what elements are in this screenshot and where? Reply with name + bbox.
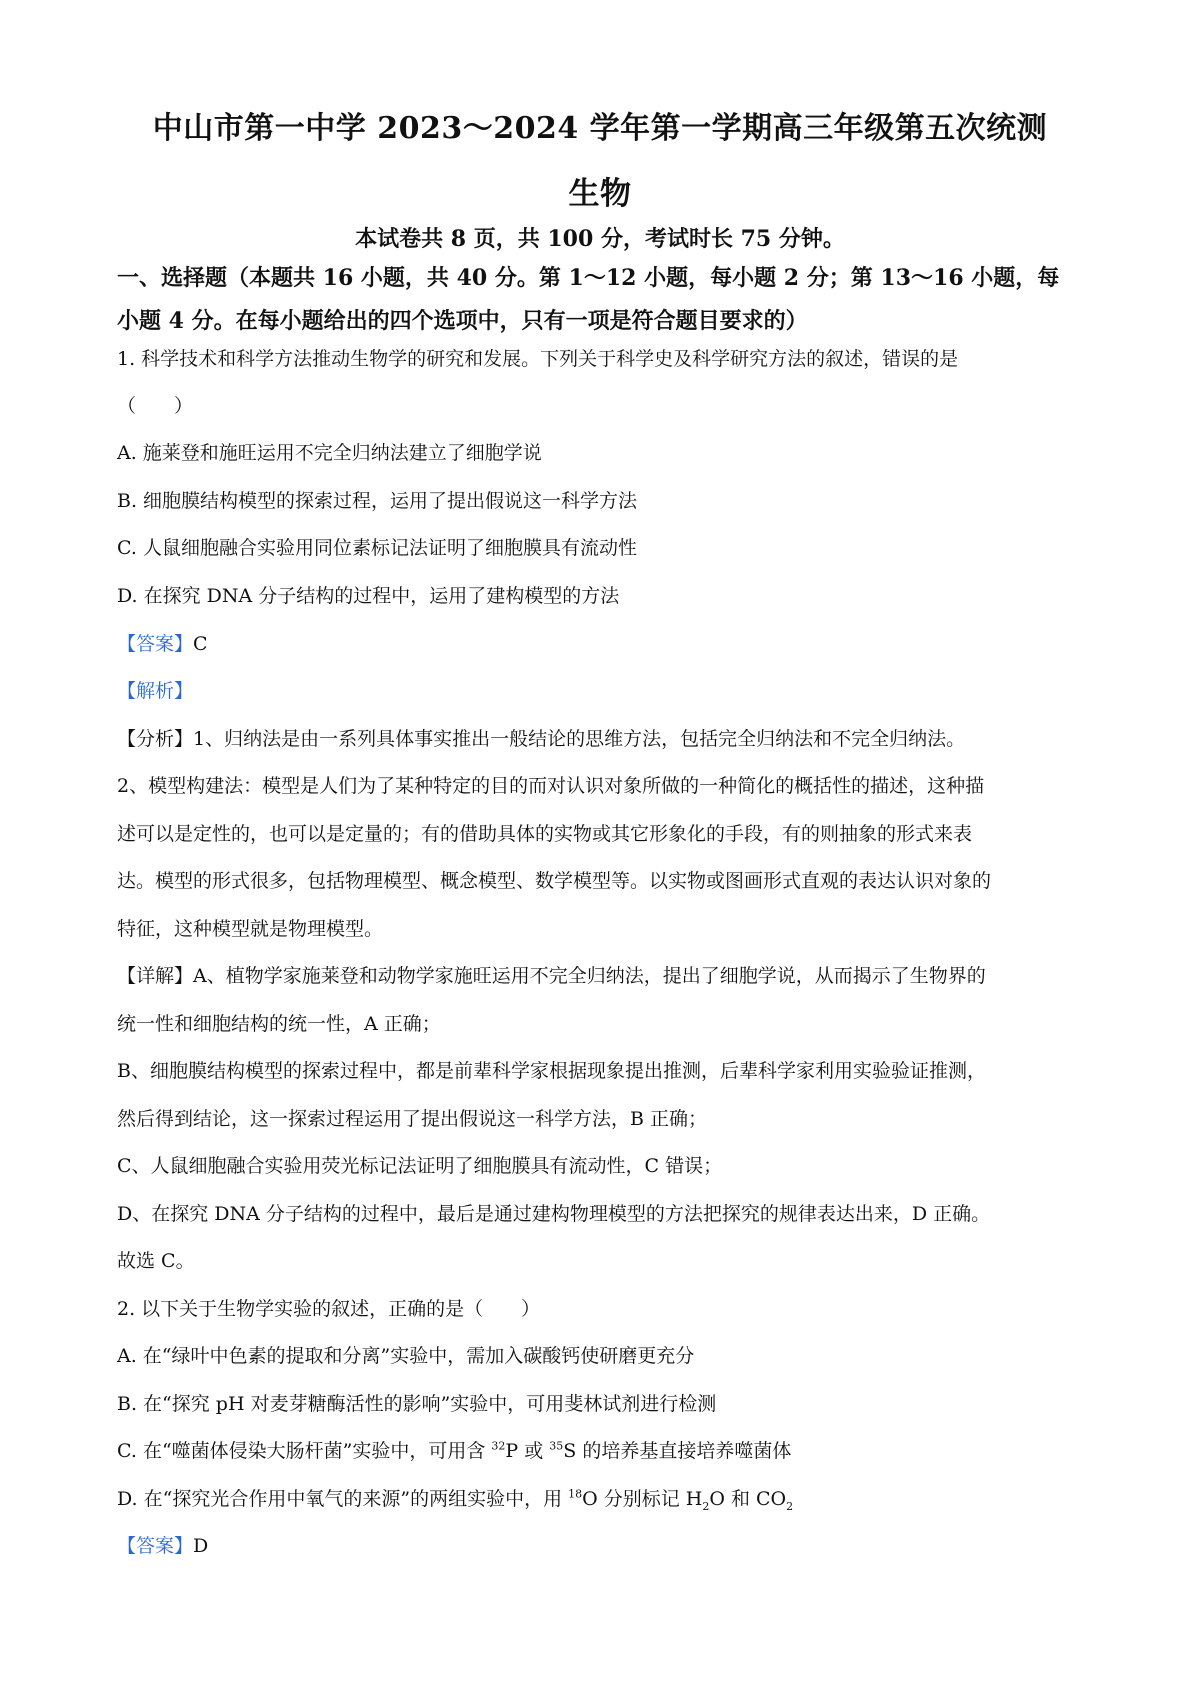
option-text: O 和 CO	[709, 1488, 787, 1510]
subscript: 2	[786, 1499, 794, 1513]
question-2-option-a: A. 在“绿叶中色素的提取和分离”实验中，需加入碳酸钙使研磨更充分	[117, 1345, 695, 1367]
detail-line: 【详解】A、植物学家施莱登和动物学家施旺运用不完全归纳法，提出了细胞学说，从而揭示了生物界的	[117, 965, 986, 987]
option-text: S 的培养基直接培养噬菌体	[563, 1440, 792, 1462]
question-2-option-c	[117, 1436, 791, 1463]
answer-tag: 【答案】	[117, 633, 194, 655]
detail-line: 故选 C。	[117, 1250, 195, 1272]
subscript: 2	[702, 1499, 710, 1513]
exam-info: 本试卷共 8 页，共 100 分，考试时长 75 分钟。	[355, 226, 845, 252]
option-text: D. 在“探究光合作用中氧气的来源”的两组实验中，用	[117, 1488, 569, 1510]
question-1-option-d: D. 在探究 DNA 分子结构的过程中，运用了建构模型的方法	[117, 585, 620, 607]
question-1-option-a: A. 施莱登和施旺运用不完全归纳法建立了细胞学说	[117, 442, 542, 464]
section-heading	[117, 257, 1087, 343]
question-2-option-b: B. 在“探究 pH 对麦芽糖酶活性的影响”实验中，可用斐林试剂进行检测	[117, 1393, 717, 1415]
option-text: P 或	[505, 1440, 550, 1462]
isotope-mass-number: 18	[568, 1487, 583, 1501]
question-1-analysis-tag	[117, 676, 193, 703]
subject-title: 生物	[568, 176, 632, 212]
isotope-mass-number: 35	[549, 1439, 564, 1453]
question-1-stem: 1. 科学技术和科学方法推动生物学的研究和发展。下列关于科学史及科学研究方法的叙述，错误的是	[117, 348, 959, 370]
question-2-option-d	[117, 1484, 793, 1511]
question-2-stem: 2. 以下关于生物学实验的叙述，正确的是（ ）	[117, 1298, 541, 1320]
analysis-line: 述可以是定性的，也可以是定量的；有的借助具体的实物或其它形象化的手段，有的则抽象的形式来表	[117, 823, 973, 845]
detail-line: D、在探究 DNA 分子结构的过程中，最后是通过建构物理模型的方法把探究的规律表达出来，D 正确。	[117, 1203, 991, 1225]
question-1-stem-paren: （ ）	[117, 395, 194, 417]
option-text: C. 在“噬菌体侵染大肠杆菌”实验中，可用含	[117, 1440, 492, 1462]
question-1-option-b: B. 细胞膜结构模型的探索过程，运用了提出假说这一科学方法	[117, 490, 638, 512]
detail-line: 统一性和细胞结构的统一性，A 正确；	[117, 1013, 441, 1035]
analysis-tag: 【解析】	[117, 680, 194, 702]
question-1-answer	[117, 629, 208, 656]
detail-line: B、细胞膜结构模型的探索过程中，都是前辈科学家根据现象提出推测，后辈科学家利用实验验证推测，	[117, 1060, 986, 1082]
answer-value: D	[193, 1535, 209, 1557]
question-2-answer	[117, 1531, 208, 1558]
answer-value: C	[193, 633, 208, 655]
section-heading-line: 小题 4 分。在每小题给出的四个选项中，只有一项是符合题目要求的）	[117, 308, 808, 334]
exam-title: 中山市第一中学 2023～2024 学年第一学期高三年级第五次统测	[152, 111, 1048, 146]
detail-line: 然后得到结论，这一探索过程运用了提出假说这一科学方法，B 正确；	[117, 1108, 708, 1130]
detail-line: C、人鼠细胞融合实验用荧光标记法证明了细胞膜具有流动性，C 错误；	[117, 1155, 723, 1177]
analysis-line: 【分析】1、归纳法是由一系列具体事实推出一般结论的思维方法，包括完全归纳法和不完全归纳法。	[117, 728, 966, 750]
analysis-line: 达。模型的形式很多，包括物理模型、概念模型、数学模型等。以实物或图画形式直观的表达认识对象的	[117, 870, 992, 892]
analysis-line: 特征，这种模型就是物理模型。	[117, 918, 384, 940]
option-text: O 分别标记 H	[582, 1488, 703, 1510]
analysis-line: 2、模型构建法：模型是人们为了某种特定的目的而对认识对象所做的一种简化的概括性的描述，这种描	[117, 775, 985, 797]
question-1-option-c: C. 人鼠细胞融合实验用同位素标记法证明了细胞膜具有流动性	[117, 537, 637, 559]
section-heading-line: 一、选择题（本题共 16 小题，共 40 分。第 1～12 小题，每小题 2 分；第 13～16 小题，每	[117, 265, 1060, 291]
isotope-mass-number: 32	[491, 1439, 506, 1453]
answer-tag: 【答案】	[117, 1535, 194, 1557]
